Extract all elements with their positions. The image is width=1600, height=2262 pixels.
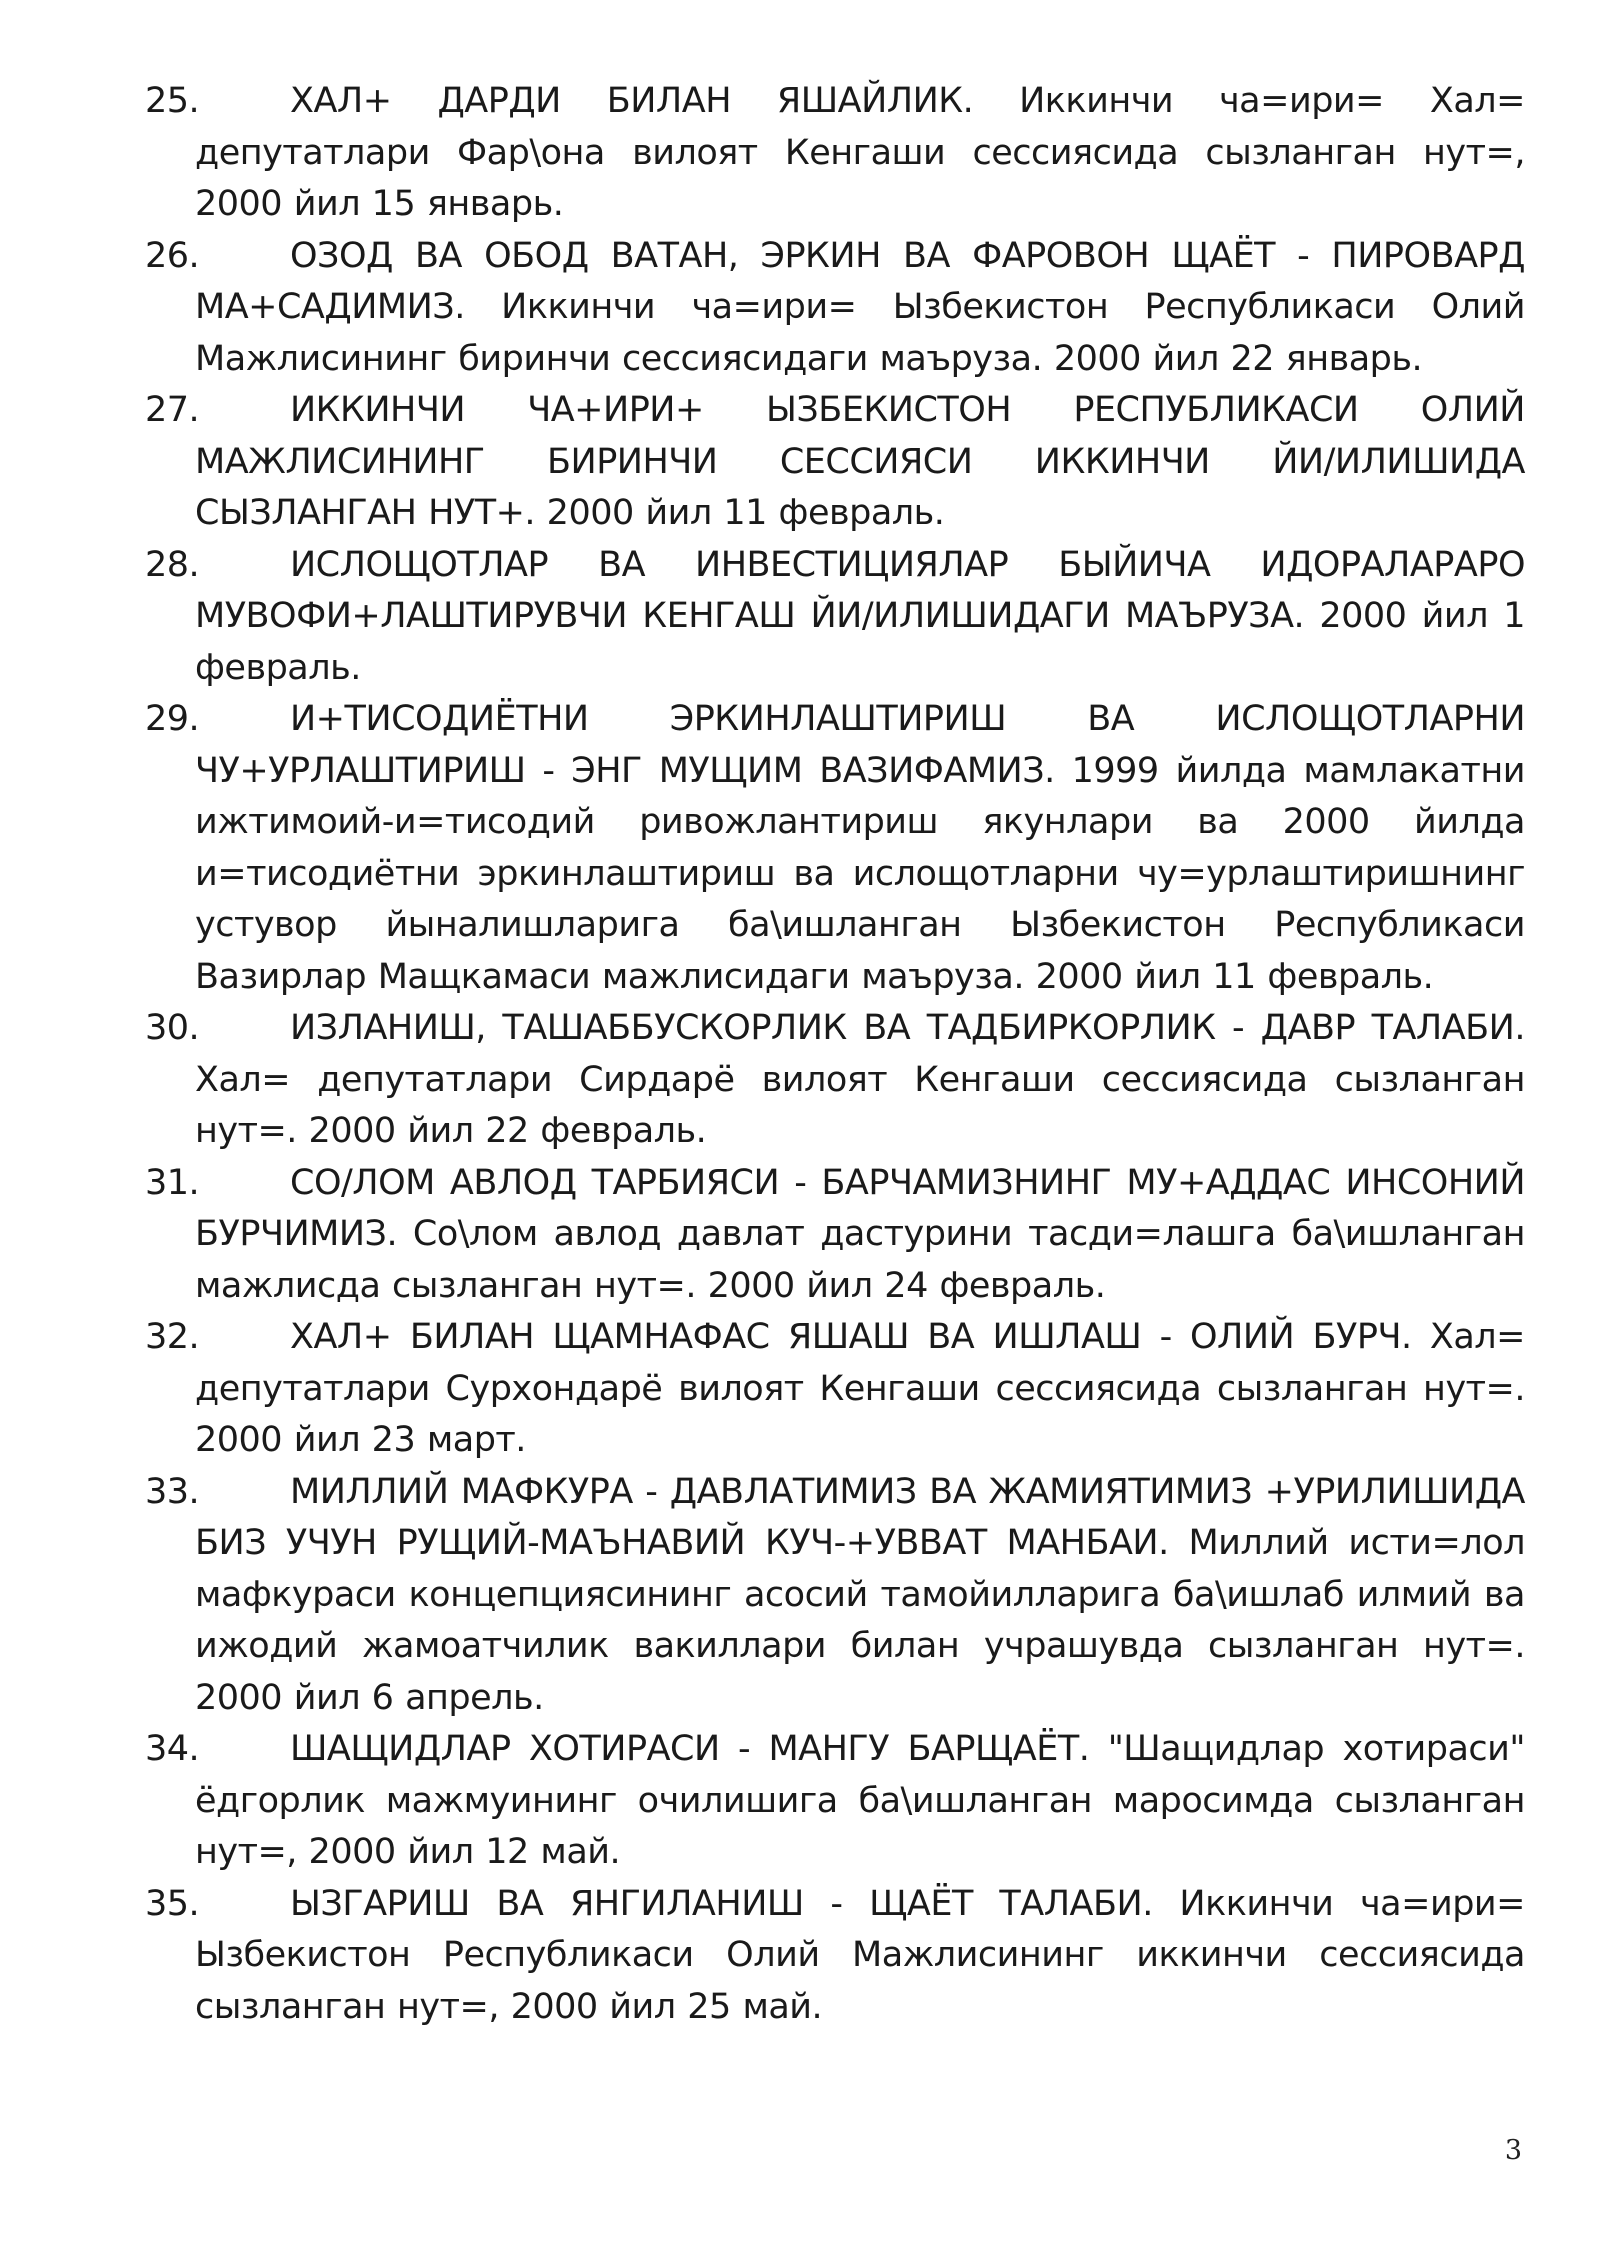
item-number: 32. — [145, 1317, 200, 1357]
item-text: ОЗОД ВА ОБОД ВАТАН, ЭРКИН ВА ФАРОВОН ЩАЁТ - ПИРОВАРД МА+САДИМИЗ. Иккинчи ча=ири= Ызбекистон Республикаси Олий Мажлисининг биринчи сессиясидаги маъруза. 2000 йил 22 январь. — [195, 235, 1525, 379]
item-number: 33. — [145, 1471, 200, 1512]
item-number: 26. — [145, 235, 200, 276]
list-item — [145, 540, 1525, 695]
item-text: ХАЛ+ ДАРДИ БИЛАН ЯШАЙЛИК. Иккинчи ча=ири= Хал= депутатлари Фар\она вилоят Кенгаши сессиясида сызланган нут=, 2000 йил 15 январь. — [195, 81, 1525, 224]
list-item — [145, 1312, 1525, 1467]
item-number: 27. — [145, 390, 200, 430]
item-text: ИККИНЧИ ЧА+ИРИ+ ЫЗБЕКИСТОН РЕСПУБЛИКАСИ ОЛИЙ МАЖЛИСИНИНГ БИРИНЧИ СЕССИЯСИ ИККИНЧИ ЙИ/ИЛИШИДА СЫЗЛАНГАН НУТ+. 2000 йил 11 февраль. — [195, 390, 1525, 533]
page-number: 3 — [1504, 2135, 1522, 2166]
item-text: ШАЩИДЛАР ХОТИРАСИ - МАНГУ БАРЩАЁТ. "Шащидлар хотираси" ёдгорлик мажмуининг очилишига ба\ишланган маросимда сызланган нут=, 2000 йил 12 май. — [195, 1729, 1525, 1872]
list-item — [145, 1467, 1525, 1725]
item-number: 30. — [145, 1008, 200, 1048]
item-text: ИЗЛАНИШ, ТАШАББУСКОРЛИК ВА ТАДБИРКОРЛИК - ДАВР ТАЛАБИ. Хал= депутатлари Сирдарё вилоят Кенгаши сессиясида сызланган нут=. 2000 йил 22 февраль. — [195, 1008, 1525, 1151]
item-number: 25. — [145, 81, 200, 121]
list-item — [145, 1724, 1525, 1879]
list-item — [145, 694, 1525, 1003]
item-number: 35. — [145, 1883, 200, 1924]
item-text: И+ТИСОДИЁТНИ ЭРКИНЛАШТИРИШ ВА ИСЛОЩОТЛАРНИ ЧУ+УРЛАШТИРИШ - ЭНГ МУЩИМ ВАЗИФАМИЗ. 1999 йилда мамлакатни ижтимоий-и=тисодий ривожлантириш якунлари ва 2000 йилда и=тисодиётни эркинлаштириш ва ислощотларни чу=урлаштиришнинг устувор йыналишларига ба\ишланган Ызбекистон Республикаси Вазирлар Мащкамаси мажлисидаги маъруза. 2000 йил 11 февраль. — [195, 699, 1525, 997]
item-text: МИЛЛИЙ МАФКУРА - ДАВЛАТИМИЗ ВА ЖАМИЯТИМИЗ +УРИЛИШИДА БИЗ УЧУН РУЩИЙ-МАЪНАВИЙ КУЧ-+УВВАТ МАНБАИ. Миллий исти=лол мафкураси концепциясининг асосий тамойилларига ба\ишлаб илмий ва ижодий жамоатчилик вакиллари билан учрашувда сызланган нут=. 2000 йил 6 апрель. — [195, 1471, 1525, 1718]
item-text: ИСЛОЩОТЛАР ВА ИНВЕСТИЦИЯЛАР БЫЙИЧА ИДОРАЛАРАРО МУВОФИ+ЛАШТИРУВЧИ КЕНГАШ ЙИ/ИЛИШИДАГИ МАЪРУЗА. 2000 йил 1 февраль. — [195, 544, 1525, 688]
item-number: 31. — [145, 1162, 200, 1203]
document-body — [145, 76, 1525, 2033]
list-item — [145, 76, 1525, 231]
list-item — [145, 1158, 1525, 1313]
item-number: 29. — [145, 699, 200, 739]
item-number: 28. — [145, 544, 200, 585]
item-text: СО/ЛОМ АВЛОД ТАРБИЯСИ - БАРЧАМИЗНИНГ МУ+АДДАС ИНСОНИЙ БУРЧИМИЗ. Со\лом авлод давлат дастурини тасди=лашга ба\ишланган мажлисда сызланган нут=. 2000 йил 24 февраль. — [195, 1162, 1525, 1306]
item-text: ЫЗГАРИШ ВА ЯНГИЛАНИШ - ЩАЁТ ТАЛАБИ. Иккинчи ча=ири= Ызбекистон Республикаси Олий Мажлисининг иккинчи сессиясида сызланган нут=, 2000 йил 25 май. — [195, 1883, 1525, 2027]
list-item — [145, 385, 1525, 540]
list-item — [145, 231, 1525, 386]
list-item — [145, 1879, 1525, 2034]
item-text: ХАЛ+ БИЛАН ЩАМНАФАС ЯШАШ ВА ИШЛАШ - ОЛИЙ БУРЧ. Хал= депутатлари Сурхондарё вилоят Кенгаши сессиясида сызланган нут=. 2000 йил 23 март. — [195, 1317, 1525, 1460]
list-item — [145, 1003, 1525, 1158]
item-number: 34. — [145, 1729, 200, 1769]
